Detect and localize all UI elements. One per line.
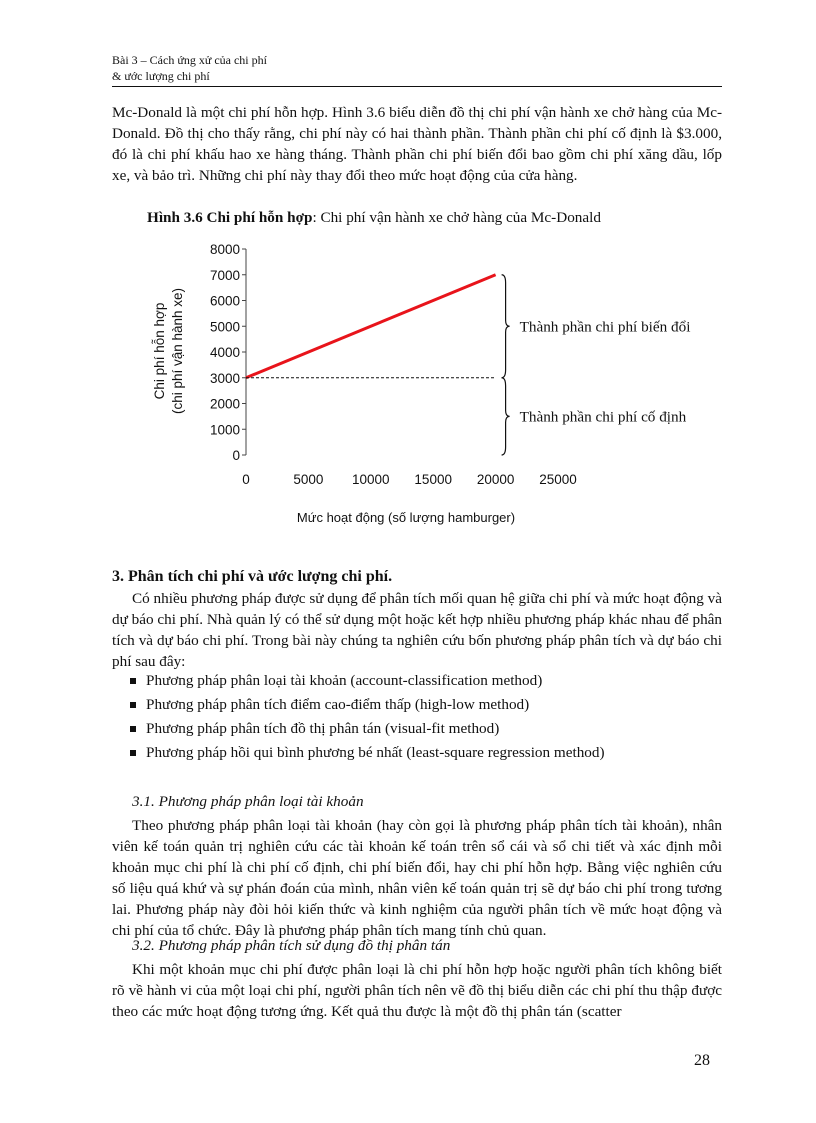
bullet-icon (130, 750, 136, 756)
header-line-1: Bài 3 – Cách ứng xử của chi phí (112, 53, 267, 67)
x-axis-title: Mức hoạt động (số lượng hamburger) (296, 510, 516, 525)
figure-caption-text: : Chi phí vận hành xe chở hàng của Mc-Donald (312, 209, 601, 226)
running-header (112, 52, 267, 84)
y-tick-label: 4000 (209, 345, 240, 360)
section-3-1-title: 3.1. Phương pháp phân loại tài khoản (132, 793, 364, 810)
list-item (130, 693, 605, 717)
bullet-icon (130, 678, 136, 684)
variable-cost-brace (502, 275, 510, 378)
list-item (130, 741, 605, 765)
list-item-text: Phương pháp phân tích đồ thị phân tán (visual-fit method) (146, 720, 500, 737)
section-3-2-paragraph: Khi một khoản mục chi phí được phân loại là chi phí hỗn hợp hoặc người phân tích không biết rõ về hành vi của một loại chi phí, người phân tích nên vẽ đồ thị biểu diễn các chi phí thu thập được theo các mức hoạt động tương ứng. Kết quả thu được là một đồ thị phân tán (scatter (112, 961, 722, 1020)
header-line-2: & ước lượng chi phí (112, 69, 210, 83)
figure-caption (147, 208, 601, 228)
list-item-text: Phương pháp phân tích điểm cao-điểm thấp (high-low method) (146, 696, 530, 713)
figure-label: Hình 3.6 Chi phí hỗn hợp (147, 209, 313, 226)
y-axis-title-line-2: (chi phí vận hành xe) (170, 287, 185, 415)
x-tick-label: 20000 (476, 472, 515, 487)
list-item (130, 669, 605, 693)
y-axis-title-line-1: Chi phí hỗn hợp (152, 302, 167, 400)
x-tick-label: 5000 (293, 472, 324, 487)
x-tick-label: 0 (242, 472, 250, 487)
fixed-cost-brace (502, 378, 510, 455)
y-tick-label: 2000 (209, 396, 240, 412)
x-tick-label: 15000 (414, 472, 452, 487)
list-item (130, 717, 605, 741)
y-tick-label: 8000 (209, 242, 240, 257)
variable-cost-label: Thành phần chi phí biến đổi (519, 318, 691, 336)
y-tick-label: 0 (232, 448, 240, 463)
methods-list (130, 669, 605, 765)
list-item-text: Phương pháp phân loại tài khoản (account-classification method) (146, 672, 543, 689)
mixed-cost-chart (152, 236, 720, 536)
y-tick-label: 5000 (209, 319, 240, 335)
bullet-icon (130, 726, 136, 732)
page-number: 28 (694, 1052, 710, 1069)
x-tick-label: 25000 (539, 472, 577, 487)
section-3-title: 3. Phân tích chi phí và ước lượng chi phí. (112, 568, 393, 585)
bullet-icon (130, 702, 136, 708)
list-item-text: Phương pháp hồi qui bình phương bé nhất (least-square regression method) (146, 744, 605, 761)
y-tick-label: 1000 (209, 422, 240, 438)
y-tick-label: 3000 (209, 370, 240, 386)
section-3-2-title: 3.2. Phương pháp phân tích sử dụng đồ thị phân tán (132, 937, 451, 954)
mixed-cost-line (246, 275, 496, 378)
y-tick-label: 6000 (209, 293, 240, 309)
section-3-paragraph: Có nhiều phương pháp được sử dụng để phân tích mối quan hệ giữa chi phí và mức hoạt động và dự báo chi phí. Nhà quản lý có thể sử dụng một hoặc kết hợp nhiều phương pháp khác nhau để phân tích và dự báo chi phí. Trong bài này chúng ta nghiên cứu bốn phương pháp phân tích và dự báo chi phí sau đây: (112, 590, 722, 670)
x-tick-label: 10000 (352, 472, 390, 487)
section-3-1-paragraph: Theo phương pháp phân loại tài khoản (hay còn gọi là phương pháp phân tích tài khoản), nhân viên kế toán quản trị nghiên cứu các tài khoản kế toán trên sổ cái và sổ chi tiết và xác định mỗi khoản mục chi phí là chi phí cố định, chi phí biến đổi, hay chi phí hỗn hợp. Bằng việc nghiên cứu số liệu quá khứ và sự phán đoán của mình, nhân viên kế toán quản trị sẽ dự báo chi phí trong tương lai. Phương pháp này đòi hỏi kiến thức và kinh nghiệm của người phân tích về mức hoạt động và chi phí của tổ chức. Đây là phương pháp phân tích mang tính chủ quan. (112, 817, 722, 939)
fixed-cost-label: Thành phần chi phí cố định (519, 408, 687, 426)
header-rule (112, 86, 722, 87)
y-tick-label: 7000 (209, 267, 240, 283)
intro-paragraph: Mc-Donald là một chi phí hỗn hợp. Hình 3.6 biểu diễn đồ thị chi phí vận hành xe chở hàng của Mc-Donald. Đồ thị cho thấy rằng, chi phí này có hai thành phần. Thành phần chi phí cố định là $3.000, đó là chi phí khấu hao xe hàng tháng. Thành phần chi phí biến đổi bao gồm chi phí xăng dầu, lốp xe, và bảo trì. Những chi phí này thay đổi theo mức hoạt động của cửa hàng. (112, 104, 722, 184)
